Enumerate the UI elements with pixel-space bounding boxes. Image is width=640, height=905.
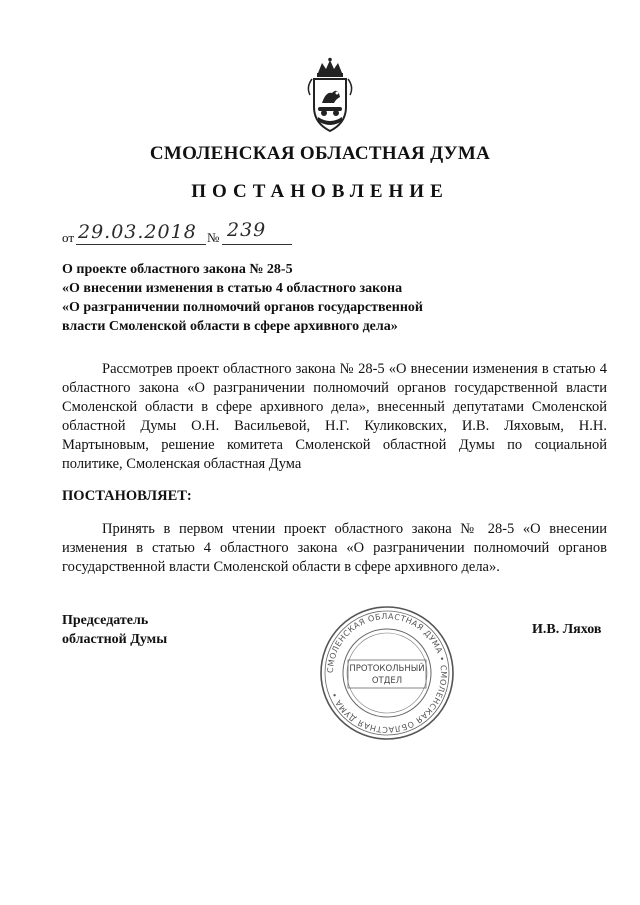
subject-line: «О внесении изменения в статью 4 областного закона xyxy=(62,281,403,296)
position-line: областной Думы xyxy=(62,632,168,647)
date-label: от xyxy=(62,230,75,245)
position-line: Председатель xyxy=(62,613,149,628)
preamble-paragraph: Рассмотрев проект областного закона № 28-5 «О внесении изменения в статью 4 областного закона «О разграничении полномочий органов государственной власти Смоленской области в сфере архивного дела», внесенный депутатами Смоленской областной Думы О.Н. Васильевой, Н.Г. Куликовских, И.В. Ляховым, Н.Н. Мартыновым, решение комитета Смоленской областной Думы по социальной политике, Смоленская областная Дума xyxy=(62,361,607,472)
date-underline xyxy=(76,244,206,245)
handwritten-date: 29.03.2018 xyxy=(78,221,197,243)
number-label: № xyxy=(207,230,220,245)
stamp-center-line: ОТДЕЛ xyxy=(371,676,403,686)
number-underline xyxy=(222,244,292,245)
subject-line: «О разграничении полномочий органов государственной xyxy=(62,300,423,315)
coat-of-arms-emblem xyxy=(300,57,360,135)
document-subject xyxy=(62,260,532,336)
signatory-position xyxy=(62,611,167,649)
stamp-center-line: ПРОТОКОЛЬНЫЙ xyxy=(349,664,425,674)
signatory-name: И.В. Ляхов xyxy=(532,622,602,637)
resolves-heading: ПОСТАНОВЛЯЕТ: xyxy=(62,488,192,504)
org-name: СМОЛЕНСКАЯ ОБЛАСТНАЯ ДУМА xyxy=(149,143,491,164)
official-round-stamp xyxy=(318,604,456,742)
handwritten-number: 239 xyxy=(227,219,267,241)
stamp-ring-text: СМОЛЕНСКАЯ ОБЛАСТНАЯ ДУМА • СМОЛЕНСКАЯ ОБЛАСТНАЯ ДУМА • xyxy=(325,611,449,735)
resolution-paragraph: Принять в первом чтении проект областного закона № 28-5 «О внесении изменения в статью 4 областного закона «О разграничении полномочий органов государственной власти Смоленской области в сфере архивного дела». xyxy=(62,521,607,575)
document-date-number xyxy=(62,218,302,248)
document-type-title: ПОСТАНОВЛЕНИЕ xyxy=(191,181,449,202)
subject-line: власти Смоленской области в сфере архивного дела» xyxy=(62,319,398,334)
subject-line: О проекте областного закона № 28-5 xyxy=(62,262,293,277)
